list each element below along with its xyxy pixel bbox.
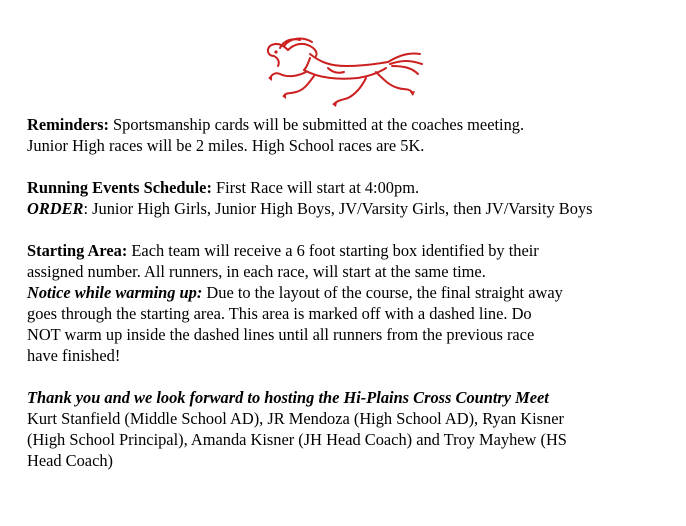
reminders-line-2: Junior High races will be 2 miles. High School races are 5K. <box>27 136 425 155</box>
order-label: ORDER <box>27 199 84 218</box>
notice-label: Notice while warming up: <box>27 283 203 302</box>
schedule-section <box>27 177 677 219</box>
starting-line-4: goes through the starting area. This area is marked off with a dashed line. Do <box>27 304 532 323</box>
order-text: : Junior High Girls, Junior High Boys, JV/Varsity Girls, then JV/Varsity Boys <box>83 199 593 218</box>
mustang-horse-icon <box>258 28 428 110</box>
reminders-section <box>27 114 677 156</box>
thank-you-line: Thank you and we look forward to hosting the Hi-Plains Cross Country Meet <box>27 388 549 407</box>
starting-line-6: have finished! <box>27 346 121 365</box>
reminders-heading: Reminders: <box>27 115 109 134</box>
schedule-line-1: First Race will start at 4:00pm. <box>211 178 420 197</box>
notice-content <box>27 114 677 492</box>
starting-area-heading: Starting Area: <box>27 241 128 260</box>
starting-line-5: NOT warm up inside the dashed lines until all runners from the previous race <box>27 325 535 344</box>
starting-line-3: Due to the layout of the course, the final straight away <box>202 283 563 302</box>
reminders-line-1: Sportsmanship cards will be submitted at the coaches meeting. <box>108 115 525 134</box>
closing-line-3: Head Coach) <box>27 451 114 470</box>
closing-line-2: (High School Principal), Amanda Kisner (JH Head Coach) and Troy Mayhew (HS <box>27 430 567 449</box>
starting-line-2: assigned number. All runners, in each race, will start at the same time. <box>27 262 486 281</box>
closing-line-1: Kurt Stanfield (Middle School AD), JR Mendoza (High School AD), Ryan Kisner <box>27 409 564 428</box>
closing-section <box>27 387 677 471</box>
schedule-heading: Running Events Schedule: <box>27 178 212 197</box>
starting-line-1: Each team will receive a 6 foot starting box identified by their <box>127 241 539 260</box>
starting-area-section <box>27 240 677 366</box>
